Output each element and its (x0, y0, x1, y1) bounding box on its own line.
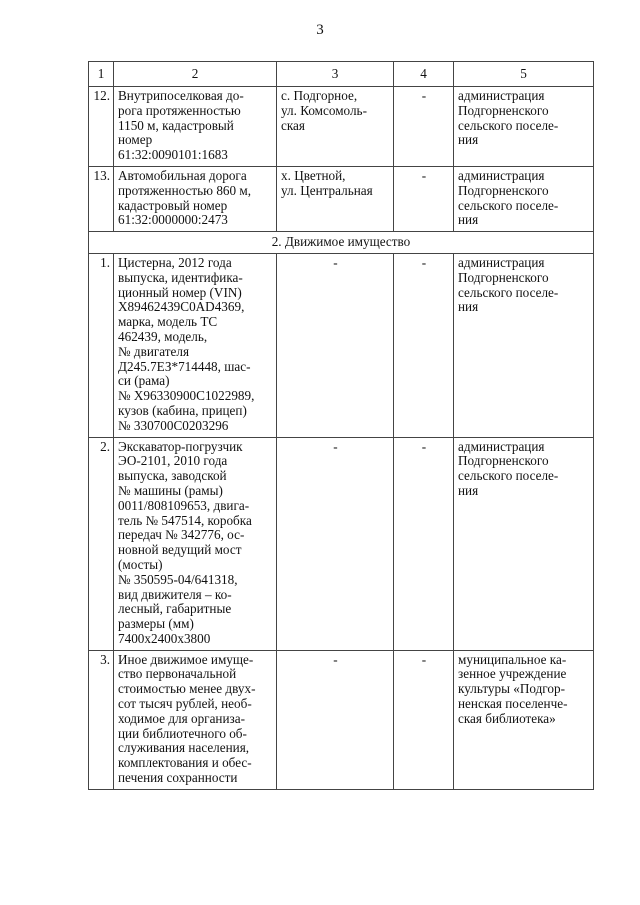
table-row (89, 437, 594, 650)
table-row (89, 87, 594, 167)
row-number: 2. (89, 437, 114, 650)
column-4-value: - (394, 166, 454, 231)
column-number-header: 1 (89, 62, 114, 87)
column-4-value: - (394, 87, 454, 167)
row-number: 13. (89, 166, 114, 231)
column-number-header: 4 (394, 62, 454, 87)
property-holder: администрация Подгорненского сельского поселе- ния (454, 437, 594, 650)
row-number: 12. (89, 87, 114, 167)
property-name: Экскаватор-погрузчик ЭО-2101, 2010 года выпуска, заводской № машины (рамы) 0011/808109653, двига- тель № 547514, коробка передач № 342776, ос- новной ведущий мост (мосты) № 350595-04/641318, вид движителя – ко- лесный, габаритные размеры (мм) 7400х2400х3800 (114, 437, 277, 650)
column-4-value: - (394, 253, 454, 437)
table-row (89, 166, 594, 231)
property-holder: администрация Подгорненского сельского поселе- ния (454, 87, 594, 167)
column-number-header: 2 (114, 62, 277, 87)
property-address: - (277, 253, 394, 437)
column-number-header: 5 (454, 62, 594, 87)
table-row (89, 650, 594, 789)
column-4-value: - (394, 650, 454, 789)
property-holder: администрация Подгорненского сельского поселе- ния (454, 253, 594, 437)
property-address: - (277, 437, 394, 650)
property-table (88, 61, 594, 790)
table-header-row (89, 62, 594, 87)
table-row (89, 253, 594, 437)
property-address: х. Цветной, ул. Центральная (277, 166, 394, 231)
property-name: Автомобильная дорога протяженностью 860 м, кадастровый номер 61:32:0000000:2473 (114, 166, 277, 231)
property-address: - (277, 650, 394, 789)
property-name: Цистерна, 2012 года выпуска, идентифика- ционный номер (VIN) X89462439C0AD4369, марка, модель ТС 462439, модель, № двигателя Д245.7ЕЗ*714448, шас- си (рама) № X96330900C1022989, кузов (кабина, прицеп) № 330700C0203296 (114, 253, 277, 437)
property-address: с. Подгорное, ул. Комсомоль- ская (277, 87, 394, 167)
property-name: Иное движимое имуще- ство первоначальной стоимостью менее двух- сот тысяч рублей, необ- ходимое для организа- ции библиотечного об- служивания населения, комплектования и обес- печения сохранности (114, 650, 277, 789)
property-name: Внутрипоселковая до- рога протяженностью 1150 м, кадастровый номер 61:32:0090101:1683 (114, 87, 277, 167)
property-holder: муниципальное ка- зенное учреждение культуры «Подгор- ненская поселенче- ская библиотека» (454, 650, 594, 789)
section-row (89, 232, 594, 254)
column-number-header: 3 (277, 62, 394, 87)
row-number: 1. (89, 253, 114, 437)
property-holder: администрация Подгорненского сельского поселе- ния (454, 166, 594, 231)
column-4-value: - (394, 437, 454, 650)
row-number: 3. (89, 650, 114, 789)
page-number: 3 (316, 22, 324, 38)
section-title: 2. Движимое имущество (89, 232, 594, 254)
